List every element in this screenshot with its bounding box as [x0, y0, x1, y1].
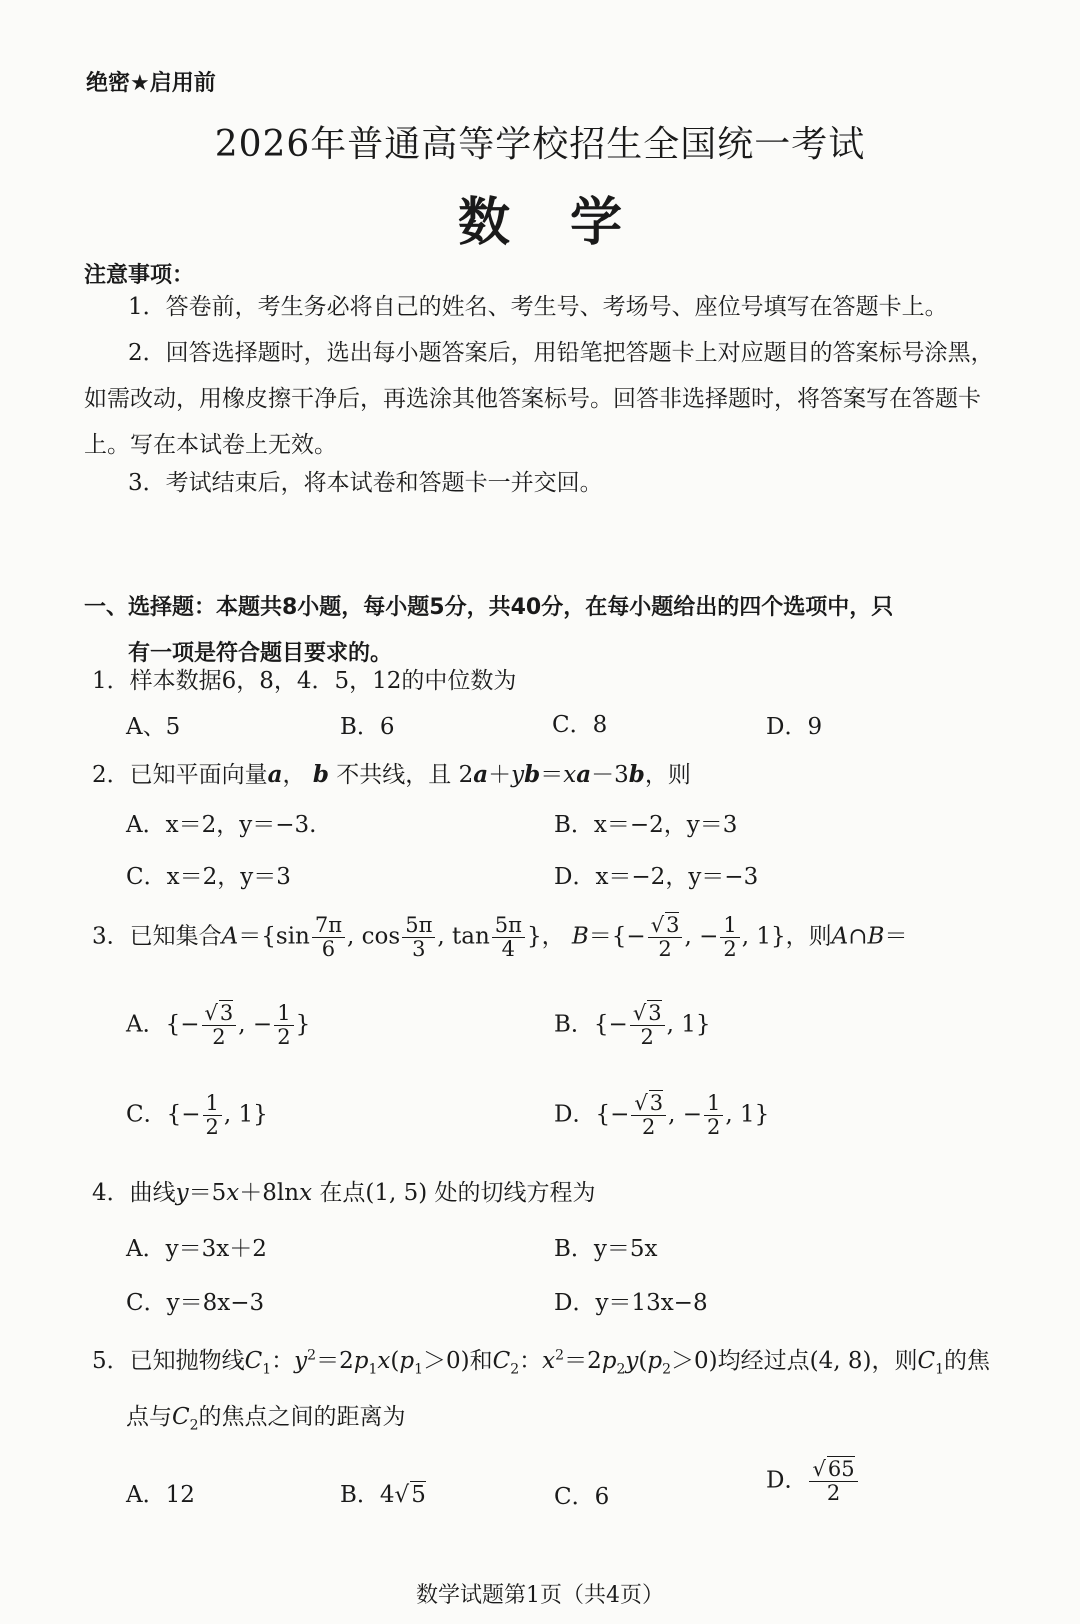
notice-item-3-text: 3．考试结束后，将本试卷和答题卡一并交回。: [128, 470, 603, 496]
question-2-stem-prefix: 2．已知平面向量: [92, 762, 268, 788]
question-4-stem-prefix: 4．曲线: [92, 1180, 176, 1206]
question-4-option-d: D．y＝13x−8: [554, 1290, 708, 1316]
page-footer: 数学试题第1页（共4页）: [416, 1583, 664, 1608]
exam-title: 2026年普通高等学校招生全国统一考试: [214, 124, 866, 165]
question-1-stem: 1．样本数据6，8，4．5，12的中位数为: [92, 668, 517, 694]
question-5-stem-suffix: ，则: [871, 1348, 918, 1374]
question-4-option-b: B．y＝5x: [554, 1236, 658, 1262]
question-2-option-d: D．x＝−2，y＝−3: [554, 864, 759, 890]
question-1-option-d: D．9: [766, 714, 823, 740]
confidential-label: 绝密★启用前: [86, 71, 216, 96]
question-5-option-b: B．4√5: [340, 1482, 426, 1508]
question-3-option-d: D．{− $\frac{√3}{2}$ , − $\frac{1}{2}$ , 1}: [554, 1091, 770, 1140]
question-5-stem-prefix: 5．已知抛物线: [92, 1348, 245, 1374]
question-5-stem-line2: 点与$C_2$的焦点之间的距离为: [126, 1404, 406, 1434]
question-3-option-b: B．{− $\frac{√3}{2}$ , 1}: [554, 1001, 711, 1050]
notice-item-2: [84, 330, 1014, 468]
notice-item-1: [84, 284, 1014, 330]
question-3-option-c-label: C．: [126, 1101, 167, 1128]
question-5-stem-mid: 和: [469, 1348, 493, 1374]
question-3-option-c: C．{− $\frac{1}{2}$ , 1}: [126, 1091, 268, 1140]
question-3-stem-suffix: ，则: [785, 923, 832, 950]
notice-heading: 注意事项：: [84, 263, 195, 288]
question-2-stem-suffix: ，则: [644, 762, 691, 788]
question-4-option-c: C．y＝8x−3: [126, 1290, 265, 1316]
question-5-stem-line2-prefix: 点与: [126, 1404, 172, 1430]
question-5-option-a: A．12: [126, 1482, 195, 1508]
section-heading-line2: 有一项是符合题目要求的。: [128, 641, 393, 666]
notice-item-2-text: 2．回答选择题时，选出每小题答案后，用铅笔把答题卡上对应题目的答案标号涂黑，如需改动，用橡皮擦干净后，再选涂其他答案标号。回答非选择题时，将答案写在答题卡上。写在本试卷上无效。: [84, 340, 994, 458]
question-3-option-b-label: B．: [554, 1011, 594, 1038]
question-4-stem: 4．曲线y＝5x＋8lnx 在点(1, 5) 处的切线方程为: [92, 1180, 596, 1206]
question-1-option-c: C．8: [552, 712, 608, 738]
question-5-option-b-label: B．: [340, 1482, 380, 1508]
question-5-option-d: D． $\frac{√65}{2}$: [766, 1458, 860, 1505]
question-4-stem-mid: 在点: [319, 1180, 366, 1206]
notice-item-3: [84, 460, 1014, 506]
question-2-option-c: C．x＝2，y＝3: [126, 864, 291, 890]
question-5-stem-line2-suffix: 的焦点之间的距离为: [198, 1404, 406, 1430]
question-1-option-a: A、5: [126, 714, 181, 740]
question-5-option-c: C．6: [554, 1484, 610, 1510]
question-2-option-a: A．x＝2，y＝−3.: [126, 812, 317, 838]
subject-title: 数学: [457, 193, 682, 253]
question-3-option-d-label: D．: [554, 1101, 596, 1128]
question-4-option-a: A．y＝3x＋2: [126, 1236, 267, 1262]
question-1-option-b: B．6: [340, 714, 395, 740]
question-2-stem: 2．已知平面向量a， b 不共线，且 2a＋yb＝xa－3b，则: [92, 761, 691, 788]
question-5-stem-end: 的焦: [943, 1348, 990, 1374]
question-5-stem-mid2: 均经过点: [717, 1348, 810, 1374]
question-4-stem-suffix: 处的切线方程为: [434, 1180, 596, 1206]
section-heading-line1: 一、选择题：本题共8小题，每小题5分，共40分，在每小题给出的四个选项中，只: [84, 595, 894, 620]
question-3-option-a-label: A．: [126, 1011, 166, 1038]
question-3-option-a: A．{− $\frac{√3}{2}$ , − $\frac{1}{2}$ }: [126, 1001, 311, 1050]
question-5-stem-line1: 5．已知抛物线$C_1$：$y^2=2p_1x(p_1>0)$和$C_2$：$x^2=2p_2y(p_2>0)$均经过点(4, 8)，则$C_1$的焦: [92, 1347, 990, 1378]
question-3-stem-prefix: 3．已知集合: [92, 923, 222, 950]
question-2-option-b: B．x＝−2，y＝3: [554, 812, 738, 838]
question-5-option-d-label: D．: [766, 1467, 808, 1494]
question-3-stem: 3．已知集合A＝{sin $\frac{7\pi}{6}$ , cos $\frac{5\pi}{3}$ , tan $\frac{5\pi}{4}$ }， B＝{− $\frac{√3}{2}$ , − $\frac{1}{2}$ , 1}，则A∩B＝: [92, 913, 908, 962]
notice-item-1-text: 1．答卷前，考生务必将自己的姓名、考生号、考场号、座位号填写在答题卡上。: [128, 294, 948, 320]
